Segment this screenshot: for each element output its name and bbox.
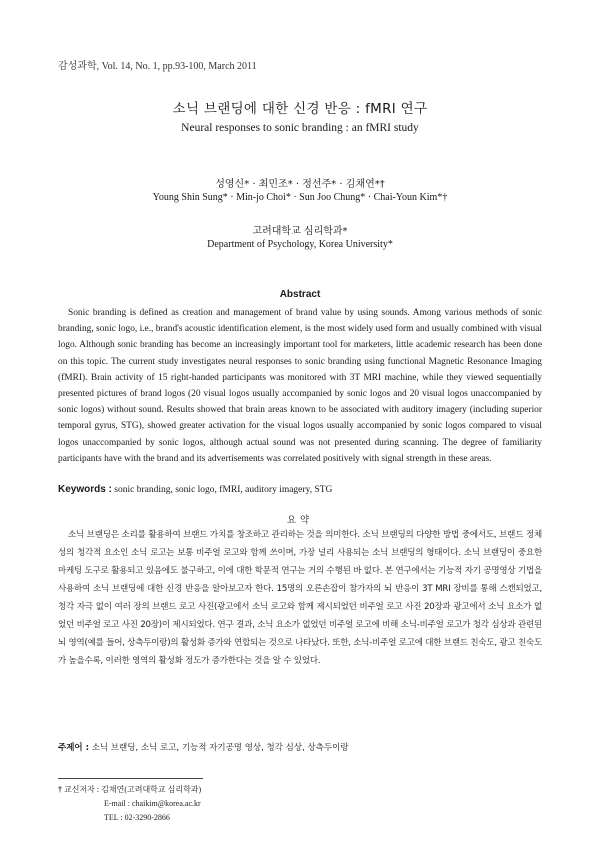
- keywords-list: sonic branding, sonic logo, fMRI, auditory imagery, STG: [114, 485, 333, 495]
- dagger-mark: †: [58, 785, 62, 794]
- title-korean: 소닉 브랜딩에 대한 신경 반응 : fMRI 연구: [172, 101, 428, 117]
- authors-korean: 성영신* · 최민조* · 정선주* · 김채연*†: [215, 179, 385, 190]
- keywords-korean-label: 주제어 :: [58, 743, 89, 753]
- affiliation-english: Department of Psychology, Korea University*: [207, 239, 393, 250]
- footnote-email: E-mail : chaikim@korea.ac.kr: [104, 799, 201, 808]
- keywords-line: [58, 484, 332, 495]
- footnote: [58, 783, 201, 825]
- footnote-tel: TEL : 02-3290-2866: [104, 813, 170, 822]
- footnote-corresponding: 교신저자 : 김채연(고려대학교 심리학과): [64, 785, 202, 794]
- footnote-divider: [58, 778, 203, 779]
- keywords-korean-list: 소닉 브랜딩, 소닉 로고, 기능적 자기공명 영상, 청각 심상, 상측두이랑: [91, 743, 349, 753]
- affiliation-korean: 고려대학교 심리학과*: [252, 226, 348, 237]
- title-english: Neural responses to sonic branding : an fMRI study: [181, 122, 419, 134]
- keywords-korean-line: [58, 741, 349, 753]
- abstract-heading: Abstract: [279, 289, 321, 300]
- summary-body: 소닉 브랜딩은 소리를 활용하여 브랜드 가치를 창조하고 관리하는 것을 의미한다. 소닉 브랜딩의 다양한 방법 중에서도, 브랜드 정체성의 청각적 요소인 소닉 로고는 보통 비주얼 로고와 함께 쓰이며, 가장 널리 사용되는 소닉 브랜딩의 형태이다. 소닉 브랜딩이 중요한 마케팅 도구로 활용되고 있음에도 불구하고, 이에 대한 학문적 연구는 거의 수행된 바 없다. 본 연구에서는 기능적 자기 공명영상 기법을 사용하여 소닉 브랜딩에 대한 신경 반응을 알아보고자 한다. 15명의 오른손잡이 참가자의 뇌 반응이 3T MRI 장비를 통해 스캔되었고, 청각 자극 없이 여러 장의 브랜드 로고 사진(광고에서 소닉 로고와 함께 제시되었던 비주얼 로고 사진 20장과 광고에서 소닉 요소가 없었던 비주얼 로고 사진 20장)이 제시되었다. 연구 결과, 소닉 요소가 없었던 비주얼 로고에 비해 소닉-비주얼 로고가 청각 심상과 관련된 뇌 영역(예를 들어, 상측두이랑)의 활성화 증가와 연합되는 것으로 나타났다. 또한, 소닉-비주얼 로고에 대한 브랜드 친숙도, 광고 친숙도가 높을수록, 이러한 영역의 활성화 정도가 증가한다는 것을 알 수 있었다.: [58, 530, 542, 666]
- abstract-body: Sonic branding is defined as creation and management of brand value by using sounds. Among various methods of sonic branding, sonic logo, i.e., brand's acoustic identification element, is the most widely used form and usually combined with visual logo. Although sonic branding has become an increasingly important tool for marketers, little academic research has been done on this topic. The current study investigates neural responses to sonic branding using functional Magnetic Resonance Imaging (fMRI). Brain activity of 15 right-handed participants was monitored with 3T MRI machine, while they viewed sequentially presented pictures of brand logos (20 visual logos usually accompanied by sonic logos and 20 visual logos unaccompanied by sonic logos) without sound. Results showed that brain areas known to be associated with auditory imagery (including superior temporal gyrus, STG), showed greater activation for the visual logos usually accompanied by sonic logos compared to visual logos unaccompanied by sonic logos, although actual sound was not presented during scanning. The degree of familiarity participants have with the brand and its advertisements was correlated positively with signal strength in these areas.: [58, 308, 542, 464]
- authors-english: Young Shin Sung* · Min-jo Choi* · Sun Joo Chung* · Chai-Youn Kim*†: [152, 192, 448, 203]
- keywords-label: Keywords :: [58, 484, 112, 495]
- journal-citation: 감성과학, Vol. 14, No. 1, pp.93-100, March 2011: [58, 61, 257, 72]
- summary-heading: 요약: [286, 515, 314, 526]
